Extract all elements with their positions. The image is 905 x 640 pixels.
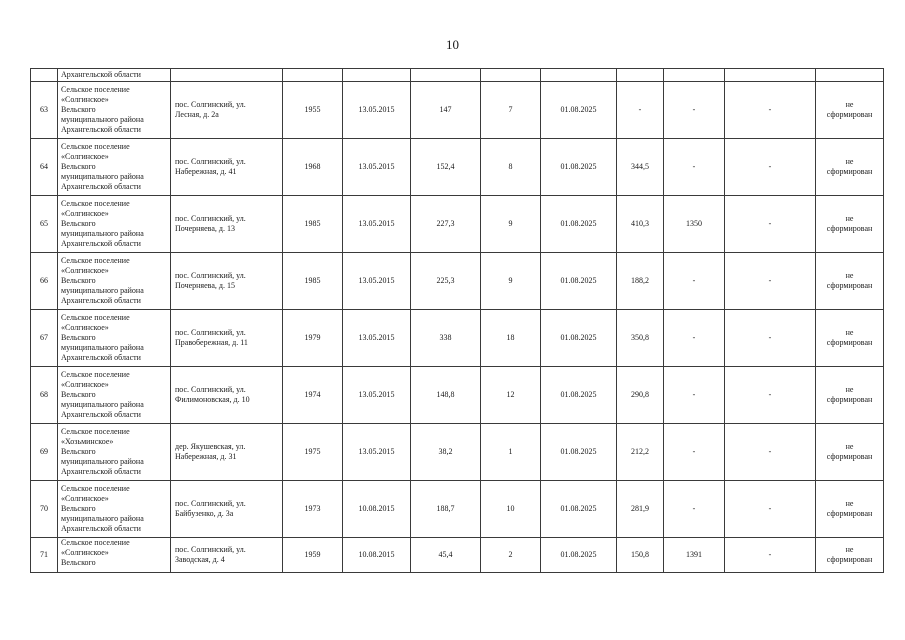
cell-no: 65 xyxy=(31,196,58,253)
cell-year xyxy=(283,69,343,82)
cell-org-line: Сельское поселение xyxy=(61,370,130,379)
cell-date: 13.05.2015 xyxy=(343,310,411,367)
cell-deadline: 01.08.2025 xyxy=(541,481,617,538)
cell-org-line: Вельского xyxy=(61,504,96,513)
cell-addr-line: дер. Якушевская, ул. xyxy=(175,442,246,451)
cell-residents: 9 xyxy=(481,253,541,310)
cell-org xyxy=(58,196,171,253)
cell-status xyxy=(816,139,884,196)
cell-date xyxy=(343,69,411,82)
cell-year: 1985 xyxy=(283,253,343,310)
cell-area: 45,4 xyxy=(411,538,481,573)
cell-addr xyxy=(171,253,283,310)
cell-addr-line: Набережная, д. 41 xyxy=(175,167,237,176)
table-row xyxy=(31,196,884,253)
cell-org-line: Вельского xyxy=(61,276,96,285)
cell-status-line: не xyxy=(845,328,854,337)
cell-date: 13.05.2015 xyxy=(343,424,411,481)
cell-c11: - xyxy=(725,310,816,367)
cell-c10: 1391 xyxy=(664,538,725,573)
cell-addr-line: Лесная, д. 2а xyxy=(175,110,219,119)
cell-residents: 8 xyxy=(481,139,541,196)
cell-c11: - xyxy=(725,139,816,196)
cell-no: 71 xyxy=(31,538,58,573)
cell-addr xyxy=(171,139,283,196)
cell-org-line: Сельское поселение xyxy=(61,313,130,322)
cell-org-line: муниципального района xyxy=(61,514,144,523)
page-number: 10 xyxy=(446,37,459,52)
cell-addr-line: Почерняева, д. 15 xyxy=(175,281,235,290)
cell-addr-line: пос. Солгинский, ул. xyxy=(175,385,246,394)
table-row xyxy=(31,82,884,139)
cell-year: 1979 xyxy=(283,310,343,367)
cell-year: 1968 xyxy=(283,139,343,196)
cell-org xyxy=(58,82,171,139)
cell-status xyxy=(816,69,884,82)
cell-addr xyxy=(171,310,283,367)
cell-c10: - xyxy=(664,253,725,310)
cell-org-line: Вельского xyxy=(61,219,96,228)
cell-org-line: муниципального района xyxy=(61,286,144,295)
cell-status-line: не xyxy=(845,214,854,223)
cell-org-line: Архангельской области xyxy=(61,410,141,419)
cell-year: 1955 xyxy=(283,82,343,139)
cell-date: 13.05.2015 xyxy=(343,253,411,310)
cell-status xyxy=(816,253,884,310)
table-row xyxy=(31,310,884,367)
cell-status-line: не xyxy=(845,157,854,166)
cell-status xyxy=(816,367,884,424)
cell-c11: - xyxy=(725,82,816,139)
cell-residents xyxy=(481,69,541,82)
cell-org-line: «Солгинское» xyxy=(61,380,109,389)
cell-c9: 410,3 xyxy=(617,196,664,253)
cell-date: 13.05.2015 xyxy=(343,196,411,253)
cell-org-line: «Хозьминское» xyxy=(61,437,114,446)
cell-status-line: сформирован xyxy=(826,110,873,119)
cell-deadline: 01.08.2025 xyxy=(541,310,617,367)
cell-deadline: 01.08.2025 xyxy=(541,538,617,573)
cell-c11: - xyxy=(725,367,816,424)
table-row xyxy=(31,367,884,424)
cell-addr-line: пос. Солгинский, ул. xyxy=(175,157,246,166)
cell-status xyxy=(816,538,884,573)
cell-status-line: сформирован xyxy=(826,395,873,404)
cell-date: 13.05.2015 xyxy=(343,82,411,139)
cell-year: 1973 xyxy=(283,481,343,538)
cell-area: 225,3 xyxy=(411,253,481,310)
cell-org xyxy=(58,367,171,424)
cell-c11 xyxy=(725,69,816,82)
cell-c9: 344,5 xyxy=(617,139,664,196)
cell-no: 64 xyxy=(31,139,58,196)
cell-status-line: сформирован xyxy=(826,509,873,518)
housing-register-table xyxy=(30,68,884,573)
cell-no: 68 xyxy=(31,367,58,424)
cell-org-line: муниципального района xyxy=(61,343,144,352)
cell-addr-line: пос. Солгинский, ул. xyxy=(175,328,246,337)
cell-addr-line: пос. Солгинский, ул. xyxy=(175,271,246,280)
cell-status xyxy=(816,424,884,481)
cell-status xyxy=(816,82,884,139)
cell-area: 147 xyxy=(411,82,481,139)
cell-org-line: муниципального района xyxy=(61,457,144,466)
cell-c9: - xyxy=(617,82,664,139)
cell-c10: 1350 xyxy=(664,196,725,253)
cell-c10: - xyxy=(664,367,725,424)
cell-status-line: сформирован xyxy=(826,555,873,564)
cell-addr-line: Набережная, д. 31 xyxy=(175,452,237,461)
cell-status-line: не xyxy=(845,385,854,394)
cell-org-line: Сельское поселение xyxy=(61,199,130,208)
cell-org xyxy=(58,253,171,310)
cell-deadline: 01.08.2025 xyxy=(541,367,617,424)
cell-org-line: «Солгинское» xyxy=(61,494,109,503)
continuation-row xyxy=(31,69,884,82)
cell-org-line: «Солгинское» xyxy=(61,266,109,275)
cell-org-line: Сельское поселение xyxy=(61,85,130,94)
cell-year: 1985 xyxy=(283,196,343,253)
cell-status-line: сформирован xyxy=(826,281,873,290)
cell-org-line: Архангельской области xyxy=(61,353,141,362)
cell-c11: - xyxy=(725,253,816,310)
cell-c9: 281,9 xyxy=(617,481,664,538)
cell-residents: 10 xyxy=(481,481,541,538)
cell-c9 xyxy=(617,69,664,82)
cell-deadline: 01.08.2025 xyxy=(541,196,617,253)
cell-org xyxy=(58,310,171,367)
cell-org-line: Архангельской области xyxy=(61,182,141,191)
table-row xyxy=(31,481,884,538)
cell-residents: 18 xyxy=(481,310,541,367)
cell-no: 67 xyxy=(31,310,58,367)
cell-org-line: Архангельской области xyxy=(61,239,141,248)
cell-addr-line: Заводская, д. 4 xyxy=(175,555,225,564)
cell-org-line: Сельское поселение xyxy=(61,256,130,265)
cell-area: 152,4 xyxy=(411,139,481,196)
cell-addr-line: пос. Солгинский, ул. xyxy=(175,545,246,554)
cell-org-line: «Солгинское» xyxy=(61,209,109,218)
table-row xyxy=(31,139,884,196)
cell-status-line: не xyxy=(845,100,854,109)
cell-year: 1975 xyxy=(283,424,343,481)
cell-area: 338 xyxy=(411,310,481,367)
cell-org-line: Вельского xyxy=(61,558,96,567)
cell-org-line: Вельского xyxy=(61,447,96,456)
cell-status-line: не xyxy=(845,442,854,451)
cell-addr-line: Почерняева, д. 13 xyxy=(175,224,235,233)
cell-area: 188,7 xyxy=(411,481,481,538)
cell-c10: - xyxy=(664,139,725,196)
cell-addr-line: пос. Солгинский, ул. xyxy=(175,100,246,109)
cell-residents: 12 xyxy=(481,367,541,424)
cell-addr-line: Филимоновская, д. 10 xyxy=(175,395,250,404)
cell-addr xyxy=(171,481,283,538)
cell-deadline: 01.08.2025 xyxy=(541,139,617,196)
cell-org xyxy=(58,481,171,538)
cell-org-line: «Солгинское» xyxy=(61,95,109,104)
cell-c10 xyxy=(664,69,725,82)
cell-status-line: сформирован xyxy=(826,338,873,347)
cell-c10: - xyxy=(664,310,725,367)
cell-org-line: Сельское поселение xyxy=(61,538,130,547)
cell-org-line: «Солгинское» xyxy=(61,548,109,557)
cell-addr xyxy=(171,196,283,253)
cell-status xyxy=(816,196,884,253)
cell-org-line: муниципального района xyxy=(61,115,144,124)
cell-org-line: Вельского xyxy=(61,162,96,171)
cell-c9: 350,8 xyxy=(617,310,664,367)
cell-area xyxy=(411,69,481,82)
cell-c11: - xyxy=(725,481,816,538)
cell-c10: - xyxy=(664,481,725,538)
cell-date: 10.08.2015 xyxy=(343,538,411,573)
cell-residents: 2 xyxy=(481,538,541,573)
cell-org-line: Вельского xyxy=(61,105,96,114)
table-row xyxy=(31,424,884,481)
cell-no xyxy=(31,69,58,82)
cell-org: Архангельской области xyxy=(58,69,171,82)
cell-status-line: сформирован xyxy=(826,224,873,233)
cell-status-line: не xyxy=(845,271,854,280)
cell-no: 70 xyxy=(31,481,58,538)
cell-org xyxy=(58,538,171,573)
cell-addr xyxy=(171,538,283,573)
cell-org-line: муниципального района xyxy=(61,400,144,409)
cell-status-line: сформирован xyxy=(826,452,873,461)
cell-deadline: 01.08.2025 xyxy=(541,424,617,481)
cell-addr-line: Правобережная, д. 11 xyxy=(175,338,248,347)
cell-c9: 212,2 xyxy=(617,424,664,481)
cell-no: 63 xyxy=(31,82,58,139)
cell-c9: 188,2 xyxy=(617,253,664,310)
cell-org-line: «Солгинское» xyxy=(61,323,109,332)
cell-status-line: сформирован xyxy=(826,167,873,176)
cell-area: 38,2 xyxy=(411,424,481,481)
cell-status xyxy=(816,310,884,367)
cell-org-line: Архангельской области xyxy=(61,296,141,305)
cell-status xyxy=(816,481,884,538)
cell-c9: 290,8 xyxy=(617,367,664,424)
cell-c10: - xyxy=(664,82,725,139)
cell-residents: 7 xyxy=(481,82,541,139)
cell-addr-line: Байбузенко, д. 3а xyxy=(175,509,234,518)
cell-c10: - xyxy=(664,424,725,481)
cell-residents: 1 xyxy=(481,424,541,481)
cell-org-line: Сельское поселение xyxy=(61,142,130,151)
cell-status-line: не xyxy=(845,499,854,508)
cell-residents: 9 xyxy=(481,196,541,253)
cell-deadline xyxy=(541,69,617,82)
cell-no: 66 xyxy=(31,253,58,310)
cell-area: 148,8 xyxy=(411,367,481,424)
cell-org xyxy=(58,424,171,481)
cell-org-line: Вельского xyxy=(61,390,96,399)
cell-org-line: Архангельской области xyxy=(61,125,141,134)
cell-addr xyxy=(171,69,283,82)
cell-status-line: не xyxy=(845,545,854,554)
cell-c11: - xyxy=(725,196,816,253)
cell-org-line: муниципального района xyxy=(61,229,144,238)
cell-addr xyxy=(171,424,283,481)
cell-org-line: Архангельской области xyxy=(61,467,141,476)
cell-date: 13.05.2015 xyxy=(343,367,411,424)
cell-year: 1959 xyxy=(283,538,343,573)
cell-addr xyxy=(171,367,283,424)
cell-deadline: 01.08.2025 xyxy=(541,82,617,139)
cell-addr-line: пос. Солгинский, ул. xyxy=(175,214,246,223)
cell-org xyxy=(58,139,171,196)
cell-date: 10.08.2015 xyxy=(343,481,411,538)
cell-org-line: Сельское поселение xyxy=(61,427,130,436)
cell-addr xyxy=(171,82,283,139)
cell-no: 69 xyxy=(31,424,58,481)
cell-c11: - xyxy=(725,424,816,481)
cell-year: 1974 xyxy=(283,367,343,424)
cell-addr-line: пос. Солгинский, ул. xyxy=(175,499,246,508)
cell-area: 227,3 xyxy=(411,196,481,253)
cell-c9: 150,8 xyxy=(617,538,664,573)
cell-org-line: муниципального района xyxy=(61,172,144,181)
cell-org-line: Сельское поселение xyxy=(61,484,130,493)
table-row xyxy=(31,253,884,310)
cell-org-line: «Солгинское» xyxy=(61,152,109,161)
table-row xyxy=(31,538,884,573)
cell-org-line: Архангельской области xyxy=(61,524,141,533)
cell-org-line: Вельского xyxy=(61,333,96,342)
cell-deadline: 01.08.2025 xyxy=(541,253,617,310)
cell-c11: - xyxy=(725,538,816,573)
cell-date: 13.05.2015 xyxy=(343,139,411,196)
